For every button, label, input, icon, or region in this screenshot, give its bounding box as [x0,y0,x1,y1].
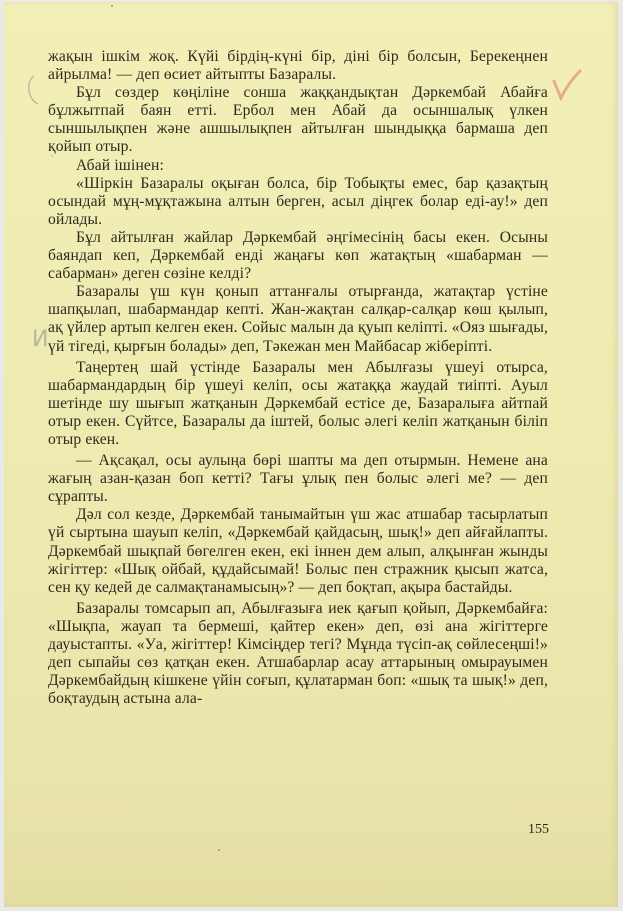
paragraph: «Шіркін Базаралы оқыған болса, бір Тобықты емес, бар қазақтың осындай мұң-мұқтажына алтын берген, асыл діңгек болар еді-ау!» деп ойлады. [48,174,548,228]
paper-speck [111,5,113,7]
paragraph: Абай ішінен: [76,156,164,174]
paragraph: Дәл сол кезде, Дәркембай танымайтын үш жас атшабар тасырлатып үй сыртына шауып келіп, «Дәркембай қайдасың, шық!» деп айғайлапты. Дәркембай шықпай бөгелген екен, екі іннен дем алып, алқынған жынды жігіттер: «Шық ойбай, құдайсымай! Болыс пен стражник қысып жатса, сен қу кедей де салмақтанамысың»? — деп боқтап, ақыра бастайды. [48,506,548,596]
paragraph: жақын ішкім жоқ. Күйі бірдің-күні бір, діні бір болсын, Берекеңнен айрылма! — деп өсиет айтыпты Базаралы. [48,48,548,84]
paragraph: Бұл сөздер көңіліне сонша жаққандықтан Дәркембай Абайға бұлжытпай баян етті. Ербол мен Абай да осыншалық үлкен сыншылықпен және ашшылықпен айтылған шындыққа бармаша деп қойып отыр. [48,84,548,156]
paragraph: Базаралы томсарып ап, Абылғазыға иек қағып қойып, Дәркембайға: «Шықпа, жауап та бермеші, қайтер екен» деп, өзі ана жігіттерге дауыстапты. «Уа, жігіттер! Кімсіңдер тегі? Мұнда түсіп-ақ сөйлесеңші!» деп сыпайы сөз қатқан екен. Атшабарлар асау аттарының омырауымен Дәркембайдың кішкене үйін соғып, құлатарман боп: «шық та шық!» деп, боқтаудың астына ала- [48,599,548,708]
book-page [4,2,618,907]
paragraph: Таңертең шай үстінде Базаралы мен Абылғазы үшеуі отырса, шабармандардың бір үшеуі келіп, осы жатаққа жаудай тиіпті. Ауыл шетінде шу шығып жатқанын Дәркембай естісе де, Базаралыға айтпай отыр екен. Сүйтсе, Базаралы да іштей, болыс әлегі келіп жатқанын біліп отыр екен. [48,358,548,448]
pencil-c-mark-icon [24,74,42,106]
paragraph: Базаралы үш күн қонып аттанғалы отырғанда, жатақтар үстіне шапқылап, шабармандар кепті. Жан-жақтан салқар-салқар көш қылып, ақ үйлер артып келген екен. Сойыс малын да қуып келіпті. «Ояз шығады, үй тігеді, қырғын болады» деп, Тәкежан мен Майбасар жіберіпті. [48,283,548,355]
red-check-mark-icon [552,67,582,101]
paragraph: — Ақсақал, осы аулыңа бөрі шапты ма деп отырмын. Немене ана жағың азан-қазан боп кетті? Тағы ұлық пен болыс әлегі ме? — деп сұрапты. [48,452,548,506]
page-number: 155 [528,822,549,837]
paper-speck [218,849,220,851]
paragraph: Бұл айтылған жайлар Дәркембай әңгімесінің басы екен. Осыны баяндап кеп, Дәркембай енді жаңағы көп жатақтың «шабарман — сабарман» деген сөзіне келді? [48,228,548,283]
page-body-text [48,48,548,708]
faint-margin-mark-icon: И [32,327,49,352]
